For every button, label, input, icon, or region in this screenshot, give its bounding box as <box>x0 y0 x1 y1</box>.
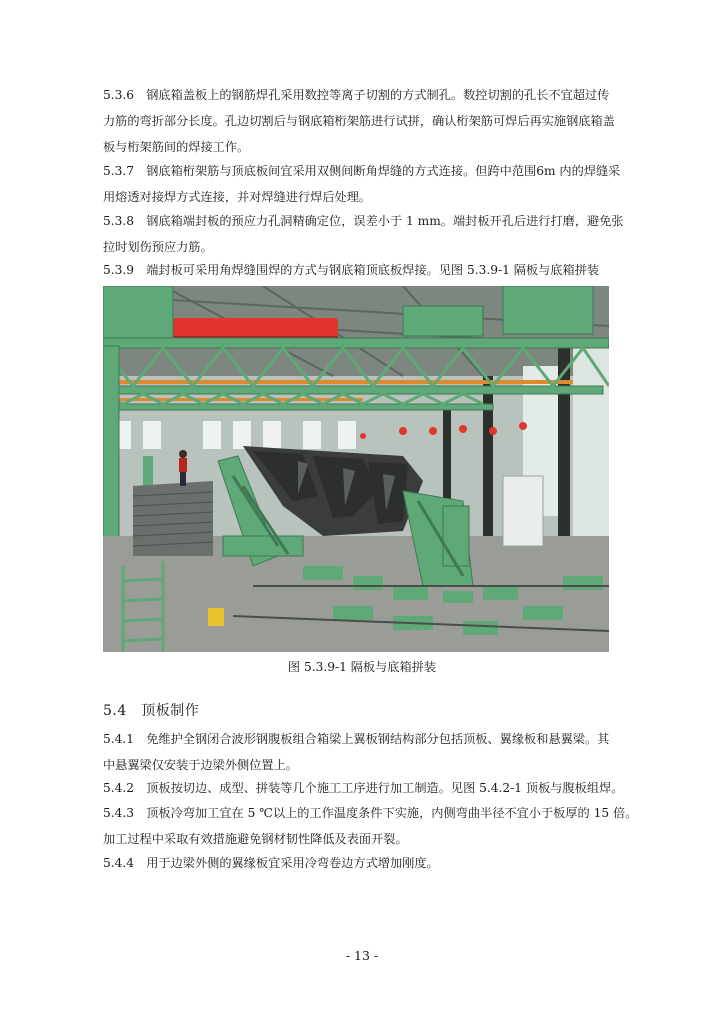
text-line: 中悬翼梁仅安装于边梁外侧位置上。 <box>103 758 298 772</box>
text-line: 5.3.7 钢底箱桁架筋与顶底板间宜采用双侧间断角焊缝的方式连接。但跨中范围6m 内的焊缝采 <box>103 164 621 178</box>
paragraph-5-4-3 <box>103 800 663 852</box>
text-line: 用熔透对接焊方式连接，并对焊缝进行焊后处理。 <box>103 190 372 204</box>
paragraph-5-3-6 <box>103 82 663 160</box>
text-line: 板与桁架筋间的焊接工作。 <box>103 140 250 154</box>
text-line: 拉时划伤预应力筋。 <box>103 240 213 254</box>
factory-assembly-photo <box>103 286 609 652</box>
paragraph-5-4-4 <box>103 850 663 876</box>
text-line: 5.4.3 顶板冷弯加工宜在 5 ℃以上的工作温度条件下实施，内侧弯曲半径不宜小于板厚的 15 倍。 <box>103 806 638 820</box>
section-heading-5-4: 5.4 顶板制作 <box>103 703 200 719</box>
paragraph-5-3-7 <box>103 158 663 210</box>
paragraph-5-4-1 <box>103 726 663 778</box>
figure-caption: 图 5.3.9-1 隔板与底箱拼装 <box>287 660 437 674</box>
text-line: 5.4.4 用于边梁外侧的翼缘板宜采用冷弯卷边方式增加刚度。 <box>103 856 439 870</box>
text-line: 5.3.8 钢底箱端封板的预应力孔洞精确定位，误差小于 1 mm。端封板开孔后进行打磨，避免张 <box>103 214 624 228</box>
paragraph-5-3-9 <box>103 257 663 283</box>
paragraph-5-4-2 <box>103 775 663 801</box>
text-line: 5.4.2 顶板按切边、成型、拼装等几个施工工序进行加工制造。见图 5.4.2-1 顶板与腹板组焊。 <box>103 781 624 795</box>
text-line: 5.3.9 端封板可采用角焊缝围焊的方式与钢底箱顶底板焊接。见图 5.3.9-1 隔板与底箱拼装 <box>103 263 600 277</box>
text-line: 力筋的弯折部分长度。孔边切割后与钢底箱桁架筋进行试拼，确认桁架筋可焊后再实施钢底箱盖 <box>103 114 615 128</box>
paragraph-5-3-8 <box>103 208 663 260</box>
text-line: 加工过程中采取有效措施避免钢材韧性降低及表面开裂。 <box>103 832 408 846</box>
text-line: 5.4.1 免维护全钢闭合波形钢腹板组合箱梁上翼板钢结构部分包括顶板、翼缘板和悬翼梁。其 <box>103 732 610 746</box>
text-line: 5.3.6 钢底箱盖板上的钢筋焊孔采用数控等离子切割的方式制孔。数控切割的孔长不宜超过传 <box>103 88 610 102</box>
page-number: - 13 - <box>345 948 379 963</box>
